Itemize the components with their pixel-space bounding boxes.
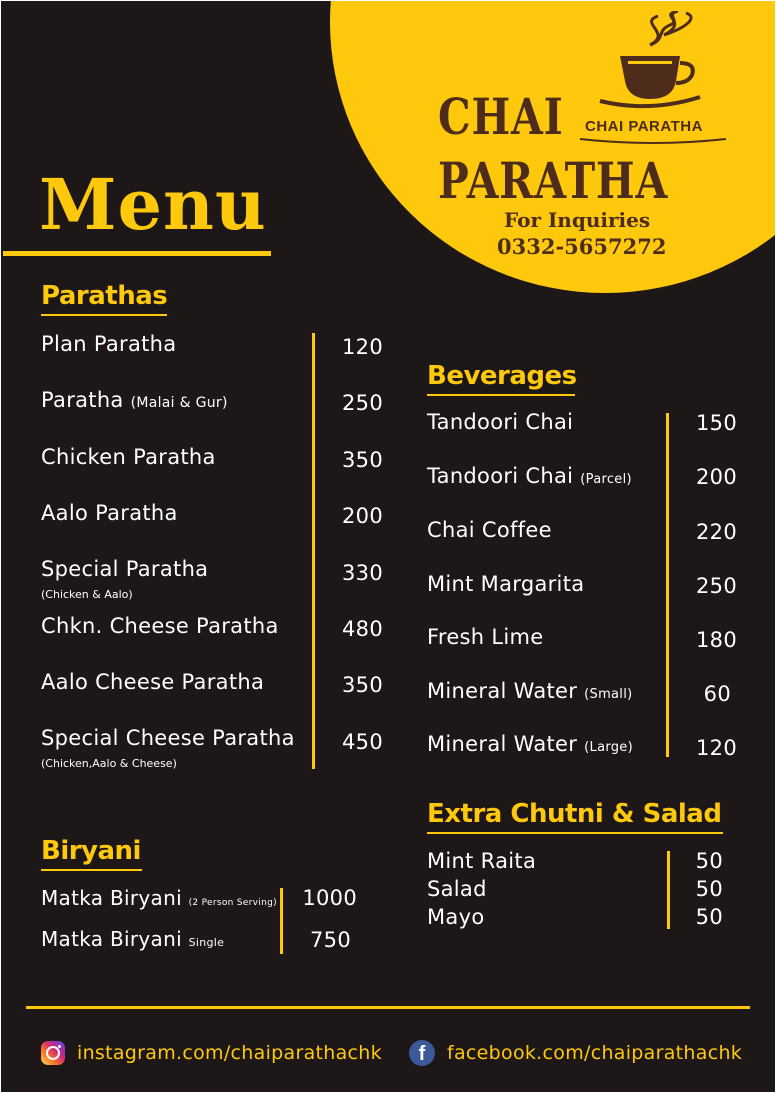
beverage-item-price: 60 bbox=[703, 682, 731, 706]
beverages-heading: Beverages bbox=[427, 361, 577, 391]
beverage-item-price: 200 bbox=[696, 465, 737, 489]
brand-name-line-1: CHAI bbox=[438, 87, 564, 146]
beverage-item-name: Chai Coffee bbox=[427, 518, 552, 542]
biryani-item-name: Matka Biryani bbox=[41, 927, 182, 951]
footer-divider bbox=[26, 1006, 750, 1009]
biryani-item-note: Single bbox=[188, 936, 225, 949]
paratha-item-name: Special Cheese Paratha bbox=[41, 726, 295, 750]
extras-heading: Extra Chutni & Salad bbox=[427, 799, 722, 829]
beverage-item bbox=[427, 732, 633, 756]
paratha-item-name: Aalo Paratha bbox=[41, 501, 178, 525]
beverage-item bbox=[427, 679, 633, 703]
paratha-item-price: 450 bbox=[342, 730, 383, 754]
brand-name-line-2: PARATHA bbox=[438, 151, 669, 210]
beverage-item-name: Tandoori Chai bbox=[427, 464, 574, 488]
beverage-item-name: Mint Margarita bbox=[427, 572, 585, 596]
beverages-heading-underline bbox=[427, 394, 575, 396]
beverage-item-name: Mineral Water bbox=[427, 732, 578, 756]
extra-item-name: Mint Raita bbox=[427, 849, 537, 873]
logo-text: CHAI PARATHA bbox=[585, 118, 703, 135]
paratha-item-price: 350 bbox=[342, 448, 383, 472]
beverage-item-name: Fresh Lime bbox=[427, 625, 544, 649]
beverage-item-price: 220 bbox=[696, 520, 737, 544]
extra-item-price: 50 bbox=[695, 905, 723, 929]
biryani-item bbox=[41, 886, 277, 910]
beverage-item-note: (Parcel) bbox=[580, 472, 632, 487]
beverage-item-price: 150 bbox=[696, 411, 737, 435]
facebook-link[interactable] bbox=[409, 1040, 742, 1066]
paratha-item-name: Chicken Paratha bbox=[41, 445, 216, 469]
biryani-item-price: 750 bbox=[310, 928, 351, 952]
beverage-item-note: (Large) bbox=[584, 740, 633, 755]
extra-item-name: Mayo bbox=[427, 905, 485, 929]
beverage-item-price: 250 bbox=[696, 574, 737, 598]
parathas-heading: Parathas bbox=[41, 281, 168, 311]
inquiries-label: For Inquiries bbox=[504, 208, 651, 232]
menu-title: Menu bbox=[39, 163, 267, 246]
instagram-handle[interactable]: instagram.com/chaiparathachk bbox=[77, 1042, 382, 1064]
biryani-item bbox=[41, 927, 224, 951]
facebook-handle[interactable]: facebook.com/chaiparathachk bbox=[447, 1042, 743, 1064]
biryani-item-price: 1000 bbox=[302, 886, 357, 910]
instagram-link[interactable] bbox=[41, 1040, 382, 1066]
biryani-heading: Biryani bbox=[41, 836, 141, 866]
beverage-item bbox=[427, 464, 632, 488]
paratha-item-name: Aalo Cheese Paratha bbox=[41, 670, 265, 694]
paratha-item-sub: (Chicken & Aalo) bbox=[41, 588, 133, 601]
extra-item-name: Salad bbox=[427, 877, 487, 901]
cup-icon bbox=[598, 11, 703, 111]
paratha-item-note: (Malai & Gur) bbox=[130, 395, 228, 411]
extra-item-price: 50 bbox=[695, 877, 723, 901]
instagram-icon bbox=[41, 1041, 65, 1065]
beverage-item-price: 120 bbox=[696, 736, 737, 760]
facebook-icon: f bbox=[409, 1040, 435, 1066]
paratha-item-price: 250 bbox=[342, 391, 383, 415]
beverage-item-note: (Small) bbox=[584, 687, 633, 702]
beverage-item-price: 180 bbox=[696, 628, 737, 652]
paratha-item-price: 350 bbox=[342, 673, 383, 697]
extra-item-price: 50 bbox=[695, 849, 723, 873]
paratha-item-price: 200 bbox=[342, 504, 383, 528]
paratha-item bbox=[41, 388, 228, 412]
biryani-item-note: (2 Person Serving) bbox=[188, 898, 277, 908]
paratha-item-name: Chkn. Cheese Paratha bbox=[41, 614, 279, 638]
paratha-item-price: 480 bbox=[342, 617, 383, 641]
parathas-heading-underline bbox=[41, 314, 167, 316]
menu-page bbox=[1, 1, 775, 1092]
biryani-item-name: Matka Biryani bbox=[41, 886, 182, 910]
beverage-item-name: Mineral Water bbox=[427, 679, 578, 703]
biryani-divider bbox=[280, 888, 283, 954]
paratha-item-name: Plan Paratha bbox=[41, 332, 177, 356]
paratha-item-price: 330 bbox=[342, 561, 383, 585]
extras-heading-underline bbox=[427, 832, 723, 834]
paratha-item-sub: (Chicken,Aalo & Cheese) bbox=[41, 757, 177, 770]
menu-title-underline bbox=[3, 251, 271, 256]
paratha-item-price: 120 bbox=[342, 335, 383, 359]
extras-divider bbox=[667, 851, 670, 929]
phone-number[interactable]: 0332-5657272 bbox=[497, 234, 667, 259]
biryani-heading-underline bbox=[41, 869, 142, 871]
beverage-item-name: Tandoori Chai bbox=[427, 410, 574, 434]
paratha-item-name: Special Paratha bbox=[41, 557, 209, 581]
parathas-divider bbox=[312, 333, 315, 769]
paratha-item-name: Paratha bbox=[41, 388, 124, 412]
beverages-divider bbox=[666, 413, 669, 757]
